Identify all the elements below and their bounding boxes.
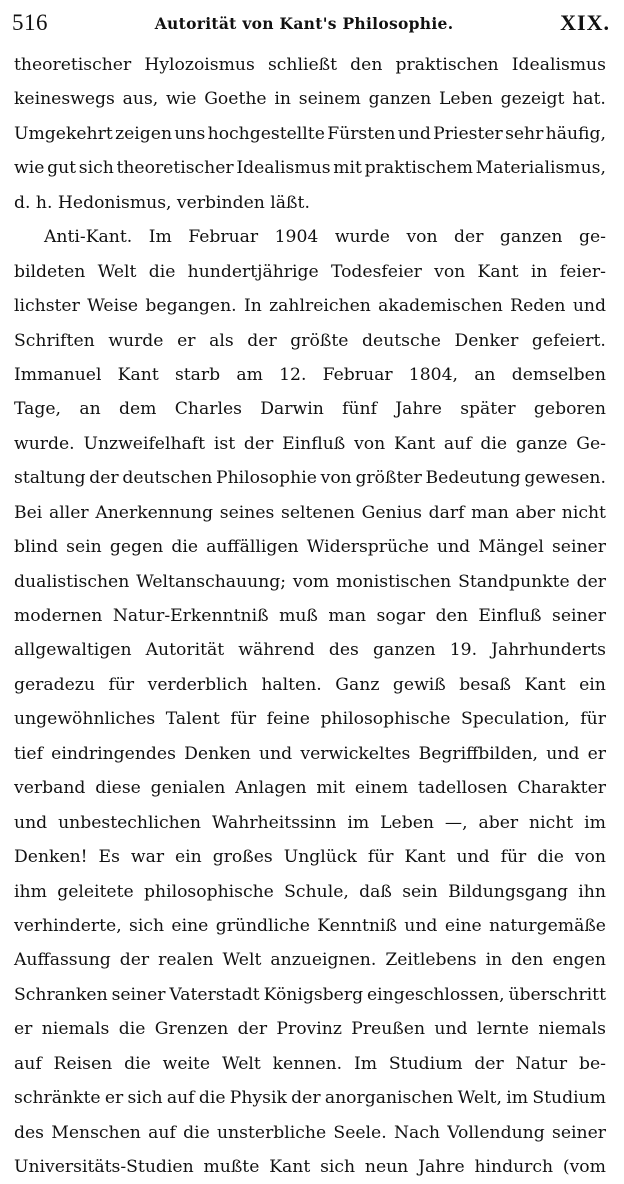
text-line: Tage, an dem Charles Darwin fünf Jahre später geboren xyxy=(14,399,606,420)
text-line: keineswegs aus, wie Goethe in seinem ganzen Leben gezeigt hat. xyxy=(14,89,606,110)
text-line: Auffassung der realen Welt anzueignen. Zeitlebens in den engen xyxy=(14,950,606,971)
text-line: Bei aller Anerkennung seines seltenen Genius darf man aber nicht xyxy=(14,502,606,523)
text-line: tief eindringendes Denken und verwickeltes Begriffbilden, und er xyxy=(14,743,606,764)
text-line: er niemals die Grenzen der Provinz Preußen und lernte niemals xyxy=(14,1019,606,1040)
text-line: ihm geleitete philosophische Schule, daß sein Bildungsgang ihn xyxy=(14,881,606,902)
text-line: staltung der deutschen Philosophie von größter Bedeutung gewesen. xyxy=(14,468,606,489)
text-line: d. h. Hedonismus, verbinden läßt. xyxy=(14,192,310,213)
text-line: Anti-Kant. Im Februar 1904 wurde von der ganzen ge- xyxy=(44,227,606,248)
text-line: blind sein gegen die auffälligen Widersprüche und Mängel seiner xyxy=(14,537,606,558)
text-line: auf Reisen die weite Welt kennen. Im Studium der Natur be- xyxy=(14,1053,606,1074)
text-line: wurde. Unzweifelhaft ist der Einfluß von Kant auf die ganze Ge- xyxy=(14,433,606,454)
text-line: dualistischen Weltanschauung; vom monistischen Standpunkte der xyxy=(14,571,606,592)
text-line: Umgekehrt zeigen uns hochgestellte Fürsten und Priester sehr häufig, xyxy=(14,123,606,144)
text-line: Schranken seiner Vaterstadt Königsberg eingeschlossen, überschritt xyxy=(14,984,606,1005)
page-header xyxy=(12,6,610,40)
text-line: verband diese genialen Anlagen mit einem tadellosen Charakter xyxy=(14,778,606,799)
text-line: Immanuel Kant starb am 12. Februar 1804, an demselben xyxy=(14,364,606,385)
text-line: theoretischer Hylozoismus schließt den praktischen Idealismus xyxy=(14,55,606,75)
chapter-number: XIX. xyxy=(560,10,610,35)
text-line: und unbestechlichen Wahrheitssinn im Leben —, aber nicht im xyxy=(14,812,606,833)
running-title: Autorität von Kant's Philosophie. xyxy=(154,13,454,33)
text-line: wie gut sich theoretischer Idealismus mit praktischem Materialismus, xyxy=(14,158,606,179)
text-line: ungewöhnliches Talent für feine philosophische Speculation, für xyxy=(14,709,606,730)
text-line: des Menschen auf die unsterbliche Seele. Nach Vollendung seiner xyxy=(14,1122,606,1143)
text-line: Schriften wurde er als der größte deutsche Denker gefeiert. xyxy=(14,330,606,351)
text-line: modernen Natur-Erkenntniß muß man sogar den Einfluß seiner xyxy=(14,606,606,626)
text-line: allgewaltigen Autorität während des ganzen 19. Jahrhunderts xyxy=(14,640,606,661)
page-number: 516 xyxy=(12,10,48,35)
text-line: Denken! Es war ein großes Unglück für Kant und für die von xyxy=(14,847,606,868)
text-line: schränkte er sich auf die Physik der anorganischen Welt, im Studium xyxy=(14,1088,606,1109)
text-line: Universitäts-Studien mußte Kant sich neun Jahre hindurch (vom xyxy=(14,1157,606,1177)
text-line: bildeten Welt die hundertjährige Todesfeier von Kant in feier- xyxy=(14,261,606,282)
body-text xyxy=(14,48,606,1184)
text-line: geradezu für verderblich halten. Ganz gewiß besaß Kant ein xyxy=(14,674,606,695)
text-line: lichster Weise begangen. In zahlreichen akademischen Reden und xyxy=(14,296,606,317)
text-line: verhinderte, sich eine gründliche Kenntniß und eine naturgemäße xyxy=(14,915,606,936)
